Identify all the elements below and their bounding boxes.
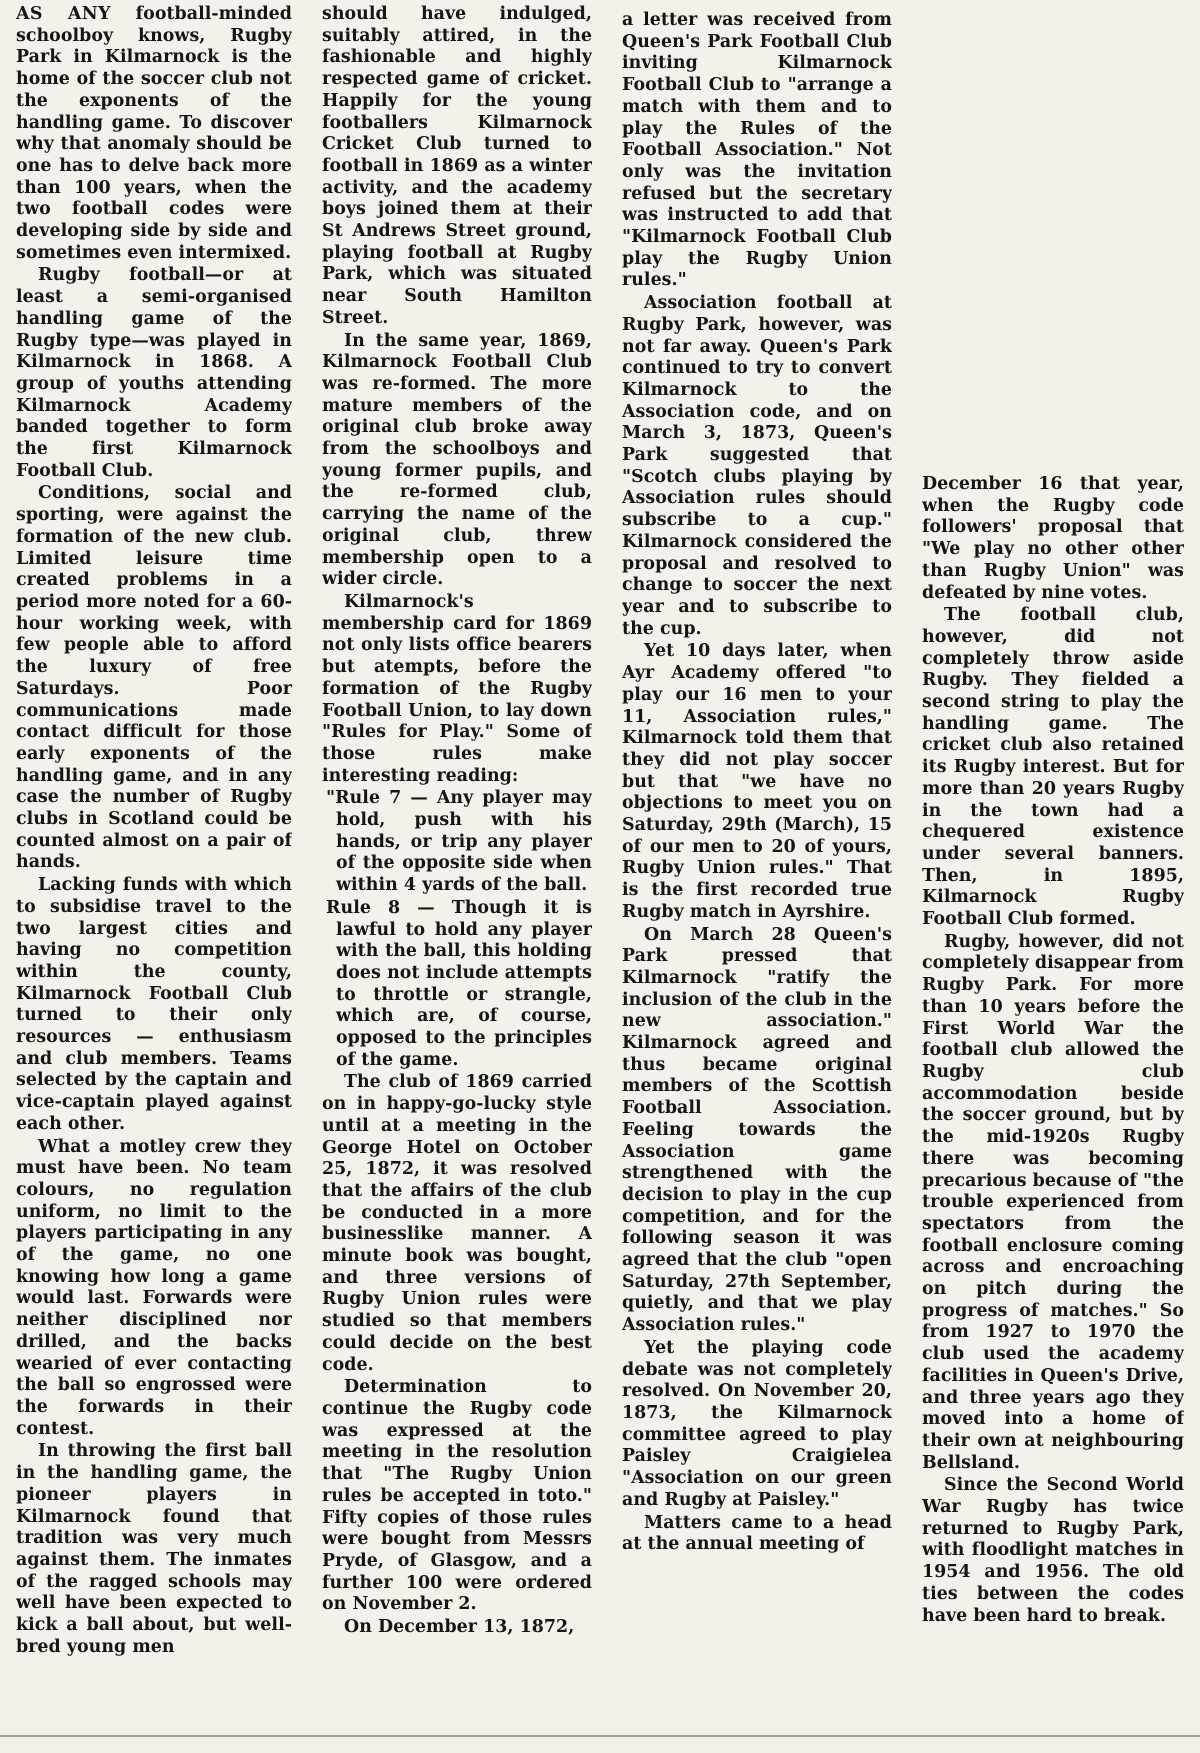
paragraph: should have indulged, suitably attired, in the fashionable and highly respected game of cricket. Happily for the young footballers Kilmarnock Cricket Club turned to football in 1869 as a winter activity, and the academy boys joined them at their St Andrews Street ground, playing football at Rugby Park, which was situated near South Hamilton Street. xyxy=(322,4,592,328)
article-column-3 xyxy=(622,10,892,1715)
paragraph: Association football at Rugby Park, however, was not far away. Queen's Park continued to try to convert Kilmarnock to the Association code, and on March 3, 1873, Queen's Park suggested that "Scotch clubs playing by Association rules should subscribe to a cup." Kilmarnock considered the proposal and resolved to change to soccer the next year and to subscribe to the cup. xyxy=(622,293,892,639)
paragraph: December 16 that year, when the Rugby code followers' proposal that "We play no other other than Rugby Union" was defeated by nine votes. xyxy=(922,474,1184,603)
article-column-4 xyxy=(922,474,1184,1709)
paragraph: The football club, however, did not completely throw aside Rugby. They fielded a second string to play the handling game. The cricket club also retained its Rugby interest. But for more than 20 years Rugby in the town had a chequered existence under several banners. Then, in 1895, Kilmarnock Rugby Football Club formed. xyxy=(922,605,1184,930)
paragraph: In the same year, 1869, Kilmarnock Football Club was re-formed. The more mature members of the original club broke away from the schoolboys and young former pupils, and the re-formed club, carrying the name of the original club, threw membership open to a wider circle. xyxy=(322,330,592,590)
paragraph: a letter was received from Queen's Park Football Club inviting Kilmarnock Football Club to "arrange a match with them and to play the Rules of the Football Association." Not only was the invitation refused but the secretary was instructed to add that "Kilmarnock Football Club play the Rugby Union rules." xyxy=(622,10,892,291)
paragraph: What a motley crew they must have been. No team colours, no regulation uniform, no limit to the players participating in any of the game, no one knowing how long a game would last. Forwards were neither disciplined nor drilled, and the backs wearied of ever contacting the ball so engrossed were the forwards in their contest. xyxy=(16,1136,292,1439)
rule-quote: "Rule 7 — Any player may hold, push with his hands, or trip any player of the opposite side when within 4 yards of the ball. xyxy=(326,788,592,896)
page-bottom-rule xyxy=(0,1735,1200,1737)
paragraph: Yet the playing code debate was not completely resolved. On November 20, 1873, the Kilmarnock committee agreed to play Paisley Craigielea "Association on our green and Rugby at Paisley." xyxy=(622,1337,892,1510)
paragraph: Yet 10 days later, when Ayr Academy offered "to play our 16 men to your 11, Association rules," Kilmarnock told them that they did not play soccer but that "we have no objections to meet you on Saturday, 29th (March), 15 of our men to 20 of yours, Rugby Union rules." That is the first recorded true Rugby match in Ayrshire. xyxy=(622,641,892,922)
paragraph: On December 13, 1872, xyxy=(344,1617,575,1638)
article-column-2 xyxy=(322,4,592,1709)
paragraph: Matters came to a head at the annual meeting of xyxy=(622,1512,892,1555)
paragraph: In throwing the first ball in the handling game, the pioneer players in Kilmarnock found that tradition was very much against them. The inmates of the ragged schools may well have been expected to kick a ball about, but well-bred young men xyxy=(16,1441,292,1657)
paragraph: On March 28 Queen's Park pressed that Kilmarnock "ratify the inclusion of the club in the new association." Kilmarnock agreed and thus became original members of the Scottish Football Association. Feeling towards the Association game strengthened with the decision to play in the cup competition, and for the following season it was agreed that the club "open Saturday, 27th September, quietly, and that we play Association rules." xyxy=(622,924,892,1336)
paragraph: Rugby, however, did not completely disappear from Rugby Park. For more than 10 years before the First World War the football club allowed the Rugby club accommodation beside the soccer ground, but by the mid-1920s Rugby there was becoming precarious because of "the trouble experienced from spectators from the football enclosure coming across and encroaching on pitch during the progress of matches." So from 1927 to 1970 the club used the academy facilities in Queen's Drive, and three years ago they moved into a home of their own at neighbouring Bellsland. xyxy=(922,931,1184,1473)
paragraph: Rugby football—or at least a semi-organised handling game of the Rugby type—was played in Kilmarnock in 1868. A group of youths attending Kilmarnock Academy banded together to form the first Kilmarnock Football Club. xyxy=(16,265,292,481)
paragraph: Kilmarnock's membership card for 1869 not only lists office bearers but atempts, before the formation of the Rugby Football Union, to lay down "Rules for Play." Some of those rules make interesting reading: xyxy=(322,591,592,786)
article-column-1 xyxy=(16,4,292,1709)
paragraph: AS ANY football-minded schoolboy knows, Rugby Park in Kilmarnock is the home of the soccer club not the exponents of the handling game. To discover why that anomaly should be one has to delve back more than 100 years, when the two football codes were developing side by side and sometimes even intermixed. xyxy=(16,4,292,263)
lead-in: AS ANY xyxy=(16,4,111,24)
paragraph: Conditions, social and sporting, were against the formation of the new club. Limited leisure time created problems in a period more noted for a 60-hour working week, with few people able to afford the luxury of free Saturdays. Poor communications made contact difficult for those early exponents of the handling game, and in any case the number of Rugby clubs in Scotland could be counted almost on a pair of hands. xyxy=(16,483,292,873)
paragraph: Since the Second World War Rugby has twice returned to Rugby Park, with floodlight matches in 1954 and 1956. The old ties between the codes have been hard to break. xyxy=(922,1475,1184,1626)
rule-quote: Rule 8 — Though it is lawful to hold any player with the ball, this holding does not include attempts to throttle or strangle, which are, of course, opposed to the principles of the game. xyxy=(326,897,592,1070)
paragraph: The club of 1869 carried on in happy-go-lucky style until at a meeting in the George Hotel on October 25, 1872, it was resolved that the affairs of the club be conducted in a more businesslike manner. A minute book was bought, and three versions of Rugby Union rules were studied so that members could decide on the best code. xyxy=(322,1072,592,1375)
paragraph: Determination to continue the Rugby code was expressed at the meeting in the resolution that "The Rugby Union rules be accepted in toto." Fifty copies of those rules were bought from Messrs Pryde, of Glasgow, and a further 100 were ordered on November 2. xyxy=(322,1377,592,1615)
paragraph: Lacking funds with which to subsidise travel to the two largest cities and having no competition within the county, Kilmarnock Football Club turned to their only resources — enthusiasm and club members. Teams selected by the captain and vice-captain played against each other. xyxy=(16,875,292,1134)
